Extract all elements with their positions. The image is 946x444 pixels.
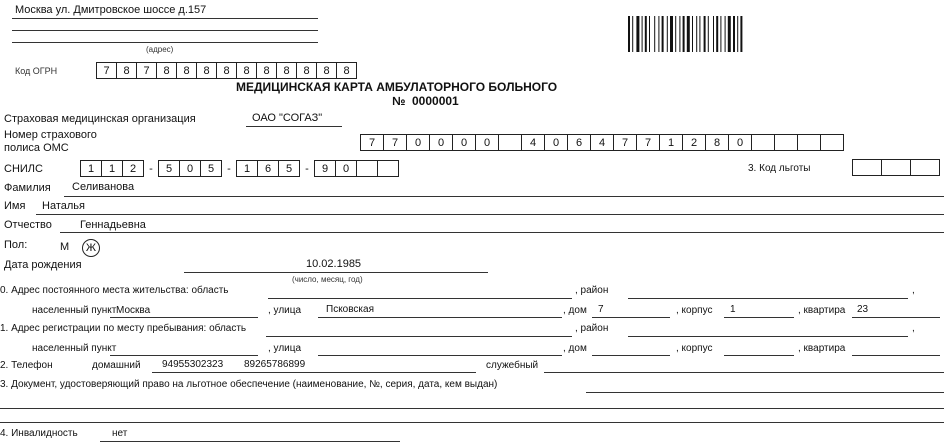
char-cell: 8 [336,62,357,79]
phone-home-value: 94955302323 [162,359,224,370]
char-cell [881,159,911,176]
registration-locality-underline [110,355,258,356]
residence-building-value: 1 [730,304,736,315]
dob-value: 10.02.1985 [306,258,362,270]
residence-building-underline [724,317,794,318]
registration-address-label: 1. Адрес регистрации по месту пребывания: область [0,323,247,334]
char-cell [774,134,798,151]
dob-caption: (число, месяц, год) [292,275,363,284]
char-cell: 0 [452,134,476,151]
residence-building-label: , корпус [676,305,713,316]
char-cell: 0 [544,134,568,151]
residence-house-label: , дом [563,305,587,316]
ogrn-cells [96,62,357,79]
char-cell: 8 [276,62,297,79]
char-cell: 0 [429,134,453,151]
residence-district-underline [628,298,908,299]
char-cell: 8 [236,62,257,79]
char-cell: 8 [256,62,277,79]
phone-work-underline [544,372,944,373]
char-cell: 8 [196,62,217,79]
card-number-label: № [392,94,406,108]
char-cell: 9 [314,160,336,177]
surname-underline [64,196,944,197]
char-cell: 8 [316,62,337,79]
address-underline-2 [12,30,318,31]
sex-female-circled [82,239,100,257]
registration-street-label: , улица [268,343,302,354]
phone-label: 2. Телефон [0,360,53,371]
disability-underline [100,441,400,442]
residence-address-label: 0. Адрес постоянного места жительства: область [0,285,229,296]
registration-district-end: , [912,323,915,334]
char-cell: - [305,162,309,175]
registration-apt-label: , квартира [798,343,846,354]
residence-street-value: Псковская [326,304,375,315]
residence-apt-label: , квартира [798,305,846,316]
benefit-document-underline-2 [0,408,944,409]
benefit-code-label: 3. Код льготы [748,163,811,174]
char-cell: 0 [728,134,752,151]
page-title: МЕДИЦИНСКАЯ КАРТА АМБУЛАТОРНОГО БОЛЬНОГО [236,80,558,94]
sex-female-value: Ж [85,242,97,254]
insurance-org-value: ОАО "СОГАЗ" [252,112,323,124]
char-cell [498,134,522,151]
char-cell: 6 [257,160,279,177]
disability-label: 4. Инвалидность [0,428,78,439]
residence-locality-underline [110,317,258,318]
registration-district-label: , район [575,323,609,334]
registration-building-label: , корпус [676,343,713,354]
name-underline [36,214,944,215]
char-cell: 1 [101,160,123,177]
char-cell: 0 [406,134,430,151]
policy-cells [360,134,844,151]
registration-locality-label: населенный пункт [32,343,117,354]
char-cell: 1 [659,134,683,151]
residence-apt-value: 23 [857,304,869,315]
char-cell [910,159,940,176]
address-underline-3 [12,42,318,43]
residence-district-label: , район [575,285,609,296]
char-cell: 7 [360,134,384,151]
char-cell: 7 [136,62,157,79]
char-cell: 8 [216,62,237,79]
char-cell: 0 [475,134,499,151]
registration-street-underline [318,355,562,356]
barcode-icon [628,16,785,52]
snils-cells [80,160,399,177]
sex-male: М [60,241,70,253]
patronymic-value: Геннадьевна [80,219,146,231]
char-cell: 2 [682,134,706,151]
address-underline-1 [12,18,318,19]
char-cell: - [227,162,231,175]
residence-region-underline [268,298,572,299]
insurance-org-label: Страховая медицинская организация [4,113,196,125]
char-cell [820,134,844,151]
char-cell: 8 [176,62,197,79]
dob-underline [184,272,488,273]
char-cell: 8 [116,62,137,79]
char-cell: 8 [296,62,317,79]
registration-district-underline [628,336,908,337]
char-cell: 7 [383,134,407,151]
sex-label: Пол: [4,239,28,251]
char-cell: 4 [521,134,545,151]
benefit-document-label: 3. Документ, удостоверяющий право на льготное обеспечение (наименование, №, серия, дата, кем выдан) [0,379,498,390]
benefit-document-underline-1 [586,392,944,393]
residence-house-underline [592,317,670,318]
dob-label: Дата рождения [4,259,82,271]
char-cell [356,160,378,177]
benefit-code-cells [852,159,940,176]
char-cell: 8 [705,134,729,151]
char-cell: 6 [567,134,591,151]
char-cell: 4 [590,134,614,151]
residence-street-underline [318,317,562,318]
registration-house-label: , дом [563,343,587,354]
char-cell [852,159,882,176]
patronymic-label: Отчество [4,219,52,231]
char-cell: 5 [200,160,222,177]
name-value: Наталья [42,200,85,212]
phone-mobile-value: 89265786899 [244,359,306,370]
char-cell: 7 [96,62,117,79]
policy-label-1: Номер страхового [4,129,97,141]
char-cell: 5 [278,160,300,177]
char-cell: 7 [613,134,637,151]
residence-locality-value: Москва [116,305,151,316]
char-cell: 0 [179,160,201,177]
registration-region-underline [266,336,572,337]
char-cell: 5 [158,160,180,177]
char-cell: 1 [80,160,102,177]
residence-house-value: 7 [598,304,604,315]
phone-home-underline [152,372,476,373]
registration-building-underline [724,355,794,356]
card-number: 0000001 [412,94,459,108]
char-cell: 2 [122,160,144,177]
registration-house-underline [592,355,670,356]
surname-value: Селиванова [72,181,135,193]
benefit-document-underline-3 [0,422,944,423]
char-cell: - [149,162,153,175]
insurance-org-underline [246,126,342,127]
patronymic-underline [60,232,944,233]
char-cell: 1 [236,160,258,177]
phone-work-label: служебный [486,360,539,371]
disability-value: нет [112,428,128,439]
policy-label-2: полиса ОМС [4,142,69,154]
institution-address: Москва ул. Дмитровское шоссе д.157 [15,4,207,16]
residence-apt-underline [852,317,940,318]
residence-district-end: , [912,285,915,296]
char-cell [377,160,399,177]
residence-street-label: , улица [268,305,302,316]
surname-label: Фамилия [4,182,51,194]
registration-apt-underline [852,355,940,356]
ogrn-label: Код ОГРН [15,66,58,76]
char-cell [797,134,821,151]
char-cell [751,134,775,151]
char-cell: 7 [636,134,660,151]
name-label: Имя [4,200,26,212]
address-caption: (адрес) [146,45,174,54]
snils-label: СНИЛС [4,163,43,175]
char-cell: 8 [156,62,177,79]
residence-locality-label: населенный пункт [32,305,117,316]
char-cell: 0 [335,160,357,177]
phone-home-label: домашний [92,360,141,371]
